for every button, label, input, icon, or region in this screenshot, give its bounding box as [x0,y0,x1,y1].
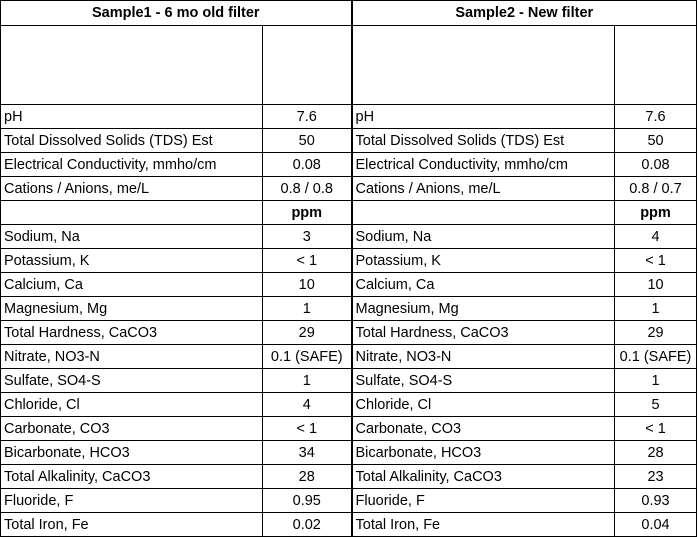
sample2-value-cell: 29 [615,321,697,345]
sample1-value-cell: 4 [263,393,352,417]
sample2-value-cell: 0.93 [615,489,697,513]
sample1-parameter-cell: Nitrate, NO3-N [1,345,263,369]
table-row [1,489,697,513]
table-row [1,393,697,417]
table-row [1,321,697,345]
sample2-value-cell: 0.04 [615,513,697,537]
sample1-parameter-cell: Sodium, Na [1,225,263,249]
sample1-parameter-cell: pH [1,105,263,129]
sample2-value-cell: ppm [615,201,697,225]
sample1-value-cell: 3 [263,225,352,249]
sample1-parameter-cell: Cations / Anions, me/L [1,177,263,201]
sample2-parameter-cell: Sulfate, SO4-S [352,369,615,393]
sample1-value-cell: 0.1 (SAFE) [263,345,352,369]
sample1-value-cell: 29 [263,321,352,345]
sample1-value-cell: 0.8 / 0.8 [263,177,352,201]
sample2-parameter-cell: pH [352,105,615,129]
table-row [1,465,697,489]
sample2-parameter-cell: Calcium, Ca [352,273,615,297]
sample2-value-cell: 10 [615,273,697,297]
table-row [1,177,697,201]
table-row [1,129,697,153]
table-row [1,345,697,369]
sample2-value-cell: 0.8 / 0.7 [615,177,697,201]
header-row [1,1,697,26]
sample2-value-cell: 7.6 [615,105,697,129]
sample2-value-cell: 0.08 [615,153,697,177]
sample1-parameter-cell: Potassium, K [1,249,263,273]
sample1-parameter-cell: Total Hardness, CaCO3 [1,321,263,345]
sample1-parameter-cell: Calcium, Ca [1,273,263,297]
sample1-value-cell: 7.6 [263,105,352,129]
sample1-parameter-cell: Total Iron, Fe [1,513,263,537]
sample1-value-cell: 34 [263,441,352,465]
sample2-value-cell: 1 [615,297,697,321]
sample2-value-cell [615,26,697,105]
sample2-parameter-cell: Electrical Conductivity, mmho/cm [352,153,615,177]
sample1-value-cell: < 1 [263,249,352,273]
sample2-value-cell: 4 [615,225,697,249]
table-row [1,297,697,321]
table-row [1,417,697,441]
sample1-value-cell: 1 [263,297,352,321]
sample2-value-cell: 0.1 (SAFE) [615,345,697,369]
sample2-value-cell: < 1 [615,249,697,273]
table-row [1,105,697,129]
sample1-value-cell: 50 [263,129,352,153]
sample1-value-cell: 10 [263,273,352,297]
sample1-value-cell: ppm [263,201,352,225]
table-row [1,153,697,177]
sample1-parameter-cell: Carbonate, CO3 [1,417,263,441]
sample2-parameter-cell: Total Hardness, CaCO3 [352,321,615,345]
sample1-value-cell: < 1 [263,417,352,441]
table-row [1,201,697,225]
table-row [1,513,697,537]
sample2-parameter-cell [352,201,615,225]
sample1-title: Sample1 - 6 mo old filter [1,1,352,26]
sample2-title: Sample2 - New filter [352,1,697,26]
sample2-parameter-cell: Total Dissolved Solids (TDS) Est [352,129,615,153]
sample1-value-cell [263,26,352,105]
sample2-value-cell: 28 [615,441,697,465]
sample1-value-cell: 0.08 [263,153,352,177]
table-row [1,225,697,249]
sample2-value-cell: 1 [615,369,697,393]
sample1-value-cell: 0.02 [263,513,352,537]
sample1-parameter-cell: Fluoride, F [1,489,263,513]
table-row [1,369,697,393]
table-row [1,249,697,273]
sample2-value-cell: < 1 [615,417,697,441]
sample2-parameter-cell: Fluoride, F [352,489,615,513]
sample1-value-cell: 0.95 [263,489,352,513]
sample1-parameter-cell: Bicarbonate, HCO3 [1,441,263,465]
sample2-parameter-cell: Nitrate, NO3-N [352,345,615,369]
sample2-parameter-cell: Carbonate, CO3 [352,417,615,441]
sample2-parameter-cell: Total Iron, Fe [352,513,615,537]
sample2-parameter-cell: Sodium, Na [352,225,615,249]
sample1-parameter-cell: Magnesium, Mg [1,297,263,321]
sample1-parameter-cell [1,26,263,105]
sample2-parameter-cell: Potassium, K [352,249,615,273]
sample2-parameter-cell: Total Alkalinity, CaCO3 [352,465,615,489]
sample1-parameter-cell: Sulfate, SO4-S [1,369,263,393]
table-row [1,441,697,465]
sample1-value-cell: 1 [263,369,352,393]
sample2-value-cell: 5 [615,393,697,417]
sample2-parameter-cell [352,26,615,105]
sample1-parameter-cell: Electrical Conductivity, mmho/cm [1,153,263,177]
sample1-value-cell: 28 [263,465,352,489]
table-row [1,273,697,297]
sample1-parameter-cell: Chloride, Cl [1,393,263,417]
sample2-parameter-cell: Chloride, Cl [352,393,615,417]
sample2-parameter-cell: Cations / Anions, me/L [352,177,615,201]
sample2-value-cell: 50 [615,129,697,153]
blank-row [1,26,697,105]
sample2-parameter-cell: Bicarbonate, HCO3 [352,441,615,465]
sample2-parameter-cell: Magnesium, Mg [352,297,615,321]
sample1-parameter-cell: Total Alkalinity, CaCO3 [1,465,263,489]
sample1-parameter-cell: Total Dissolved Solids (TDS) Est [1,129,263,153]
sample1-parameter-cell [1,201,263,225]
sample2-value-cell: 23 [615,465,697,489]
